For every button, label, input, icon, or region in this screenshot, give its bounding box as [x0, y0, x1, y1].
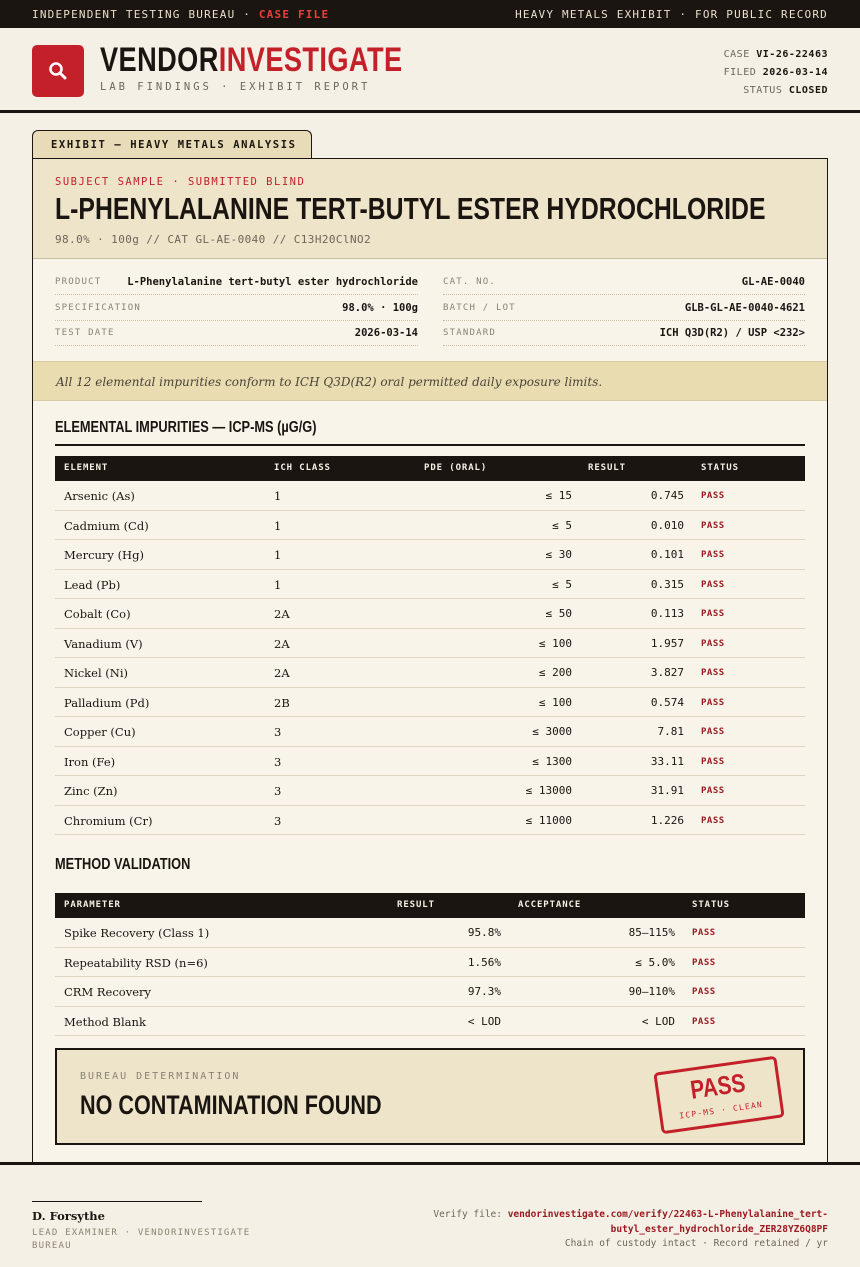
field-specification: SPECIFICATION 98.0% · 100g [55, 297, 418, 321]
field-cat-no: CAT. NO. GL-AE-0040 [443, 271, 805, 295]
field-standard: STANDARD ICH Q3D(R2) / USP <232> [443, 322, 805, 346]
validation-header: PARAMETER RESULT ACCEPTANCE STATUS [55, 893, 805, 918]
result-value: 0.113 [650, 607, 684, 620]
validation-row [55, 977, 805, 1007]
parameter-result: 97.3% [467, 985, 501, 998]
pde-limit: ≤ 1300 [532, 754, 572, 768]
element-name: Cadmium (Cd) [64, 518, 149, 533]
element-name: Nickel (Ni) [64, 666, 129, 680]
result-value: 3.827 [650, 666, 684, 679]
summary-banner: All 12 elemental impurities conform to ICH Q3D(R2) oral permitted daily exposure limits. [33, 361, 827, 401]
impurity-row [55, 688, 805, 718]
impurity-row [55, 540, 805, 570]
field-product: PRODUCT L-Phenylalanine tert-butyl ester hydrochloride [55, 271, 418, 295]
status-badge: PASS [701, 609, 725, 619]
subject-header [33, 159, 827, 259]
ich-class: 1 [274, 489, 282, 503]
top-bar-right: HEAVY METALS EXHIBIT · FOR PUBLIC RECORD [515, 8, 828, 21]
pde-limit: ≤ 15 [545, 489, 572, 502]
result-value: 1.957 [650, 636, 684, 650]
case-file-label: CASE FILE [258, 8, 330, 21]
brand-wordmark: VENDORINVESTIGATE [100, 41, 403, 79]
impurity-row [55, 806, 805, 836]
impurity-row [55, 599, 805, 629]
result-value: 0.315 [650, 577, 684, 591]
ich-class: 1 [274, 518, 282, 533]
parameter-name: Method Blank [64, 1014, 146, 1029]
status-badge: PASS [701, 520, 725, 531]
result-value: 1.226 [650, 813, 684, 827]
impurity-row [55, 776, 805, 806]
acceptance-criteria: 85–115% [628, 926, 675, 939]
pde-limit: ≤ 5 [552, 518, 572, 532]
ich-class: 2A [274, 636, 290, 651]
verify-link[interactable]: vendorinvestigate.com/verify/22463-L-Phenylalanine_tert-butyl_ester_hydrochloride_ZER28YZ6Q8PF [507, 1209, 828, 1235]
impurities-title: ELEMENTAL IMPURITIES — ICP-MS (µG/G) [55, 419, 317, 436]
ich-class: 3 [274, 725, 282, 739]
field-batch: BATCH / LOT GLB-GL-AE-0040-4621 [443, 297, 805, 321]
impurity-row [55, 481, 805, 511]
ich-class: 3 [274, 754, 282, 769]
signer-name: D. Forsythe [32, 1209, 105, 1223]
ich-class: 1 [274, 548, 282, 562]
ich-class: 2B [274, 695, 290, 710]
acceptance-criteria: ≤ 5.0% [635, 955, 675, 969]
impurities-rule [55, 444, 805, 446]
pde-limit: ≤ 3000 [532, 725, 572, 738]
impurity-row [55, 570, 805, 600]
status-badge: PASS [701, 579, 725, 590]
element-name: Palladium (Pd) [64, 695, 150, 710]
exhibit-tab: EXHIBIT — HEAVY METALS ANALYSIS [32, 130, 312, 159]
pass-stamp: PASS ICP-MS · CLEAN [653, 1056, 784, 1135]
impurities-header: ELEMENT ICH CLASS PDE (ORAL) RESULT STATUS [55, 456, 805, 481]
top-bar [0, 0, 860, 28]
element-name: Mercury (Hg) [64, 548, 144, 562]
brand-subtitle: LAB FINDINGS · EXHIBIT REPORT [100, 81, 371, 93]
determination-label: BUREAU DETERMINATION [80, 1071, 241, 1082]
exhibit-card [32, 158, 828, 1163]
status-badge: PASS [701, 697, 725, 708]
impurity-row [55, 658, 805, 688]
validation-row [55, 948, 805, 978]
status-badge: PASS [701, 668, 725, 678]
pde-limit: ≤ 5 [552, 577, 572, 591]
custody-note: Chain of custody intact · Record retained / yr [564, 1238, 828, 1249]
result-value: 7.81 [657, 725, 684, 738]
header-divider [0, 110, 860, 113]
top-bar-left: INDEPENDENT TESTING BUREAU · CASE FILE [32, 8, 330, 21]
ich-class: 3 [274, 813, 282, 828]
status-badge: PASS [701, 756, 725, 767]
ich-class: 2A [274, 666, 290, 680]
element-name: Zinc (Zn) [64, 784, 118, 798]
impurity-row [55, 629, 805, 659]
subject-eyebrow: SUBJECT SAMPLE · SUBMITTED BLIND [55, 176, 306, 188]
status-badge: PASS [701, 638, 725, 649]
impurity-row [55, 717, 805, 747]
impurity-row [55, 511, 805, 541]
element-name: Iron (Fe) [64, 754, 116, 769]
status-badge: PASS [692, 987, 716, 997]
result-value: 0.010 [650, 518, 684, 532]
parameter-name: Repeatability RSD (n=6) [64, 955, 208, 970]
case-meta: CASE VI-26-22463 FILED 2026-03-14 STATUS CLOSED [723, 49, 828, 96]
signer-role: LEAD EXAMINER · VENDORINVESTIGATE BUREAU [32, 1228, 251, 1251]
footer-divider [0, 1162, 860, 1165]
result-value: 33.11 [650, 754, 684, 768]
parameter-result: < LOD [467, 1014, 501, 1028]
status-badge: PASS [701, 727, 725, 737]
element-name: Vanadium (V) [64, 636, 143, 651]
result-value: 0.574 [650, 695, 684, 709]
filed-date: 2026-03-14 [762, 67, 828, 78]
element-name: Arsenic (As) [64, 489, 135, 503]
pde-limit: ≤ 100 [538, 636, 572, 650]
result-value: 31.91 [650, 784, 684, 797]
element-name: Cobalt (Co) [64, 607, 131, 621]
validation-row [55, 918, 805, 948]
pde-limit: ≤ 30 [545, 548, 572, 561]
determination-value: NO CONTAMINATION FOUND [80, 1090, 382, 1120]
result-value: 0.101 [650, 548, 684, 561]
validation-title: METHOD VALIDATION [55, 856, 191, 873]
parameter-name: CRM Recovery [64, 985, 152, 999]
pde-limit: ≤ 11000 [525, 813, 572, 827]
subject-title: L-PHENYLALANINE TERT-BUTYL ESTER HYDROCHLORIDE [55, 191, 766, 226]
status-badge: PASS [701, 786, 725, 796]
signature-line [32, 1201, 202, 1202]
pde-limit: ≤ 200 [538, 666, 572, 679]
parameter-name: Spike Recovery (Class 1) [64, 926, 210, 940]
parameter-result: 95.8% [467, 926, 501, 939]
ich-class: 2A [274, 607, 290, 621]
status-badge: PASS [692, 928, 716, 938]
verify-line: Verify file: vendorinvestigate.com/verify/22463-L-Phenylalanine_tert-butyl_ester_hydrochloride_ZER28YZ6Q8PF [433, 1209, 828, 1235]
ich-class: 3 [274, 784, 282, 798]
element-name: Copper (Cu) [64, 725, 136, 739]
logo [32, 45, 84, 97]
field-test-date: TEST DATE 2026-03-14 [55, 322, 418, 346]
parameter-result: 1.56% [467, 955, 501, 969]
pde-limit: ≤ 13000 [525, 784, 572, 797]
determination-box [55, 1048, 805, 1145]
status-badge: PASS [701, 815, 725, 826]
ich-class: 1 [274, 577, 282, 592]
pde-limit: ≤ 50 [545, 607, 572, 620]
case-number: VI-26-22463 [756, 49, 828, 60]
status-badge: PASS [701, 491, 725, 501]
subject-subline: 98.0% · 100g // CAT GL-AE-0040 // C13H20ClNO2 [55, 233, 372, 246]
validation-row [55, 1007, 805, 1037]
acceptance-criteria: 90–110% [628, 985, 675, 998]
impurity-row [55, 747, 805, 777]
status-badge: PASS [701, 550, 725, 560]
status-badge: PASS [692, 1016, 716, 1027]
element-name: Chromium (Cr) [64, 813, 153, 828]
result-value: 0.745 [650, 489, 684, 502]
element-name: Lead (Pb) [64, 577, 121, 592]
acceptance-criteria: < LOD [641, 1014, 675, 1028]
pde-limit: ≤ 100 [538, 695, 572, 709]
status-badge: PASS [692, 957, 716, 968]
case-status: CLOSED [788, 85, 828, 96]
magnifier-icon [48, 61, 68, 81]
